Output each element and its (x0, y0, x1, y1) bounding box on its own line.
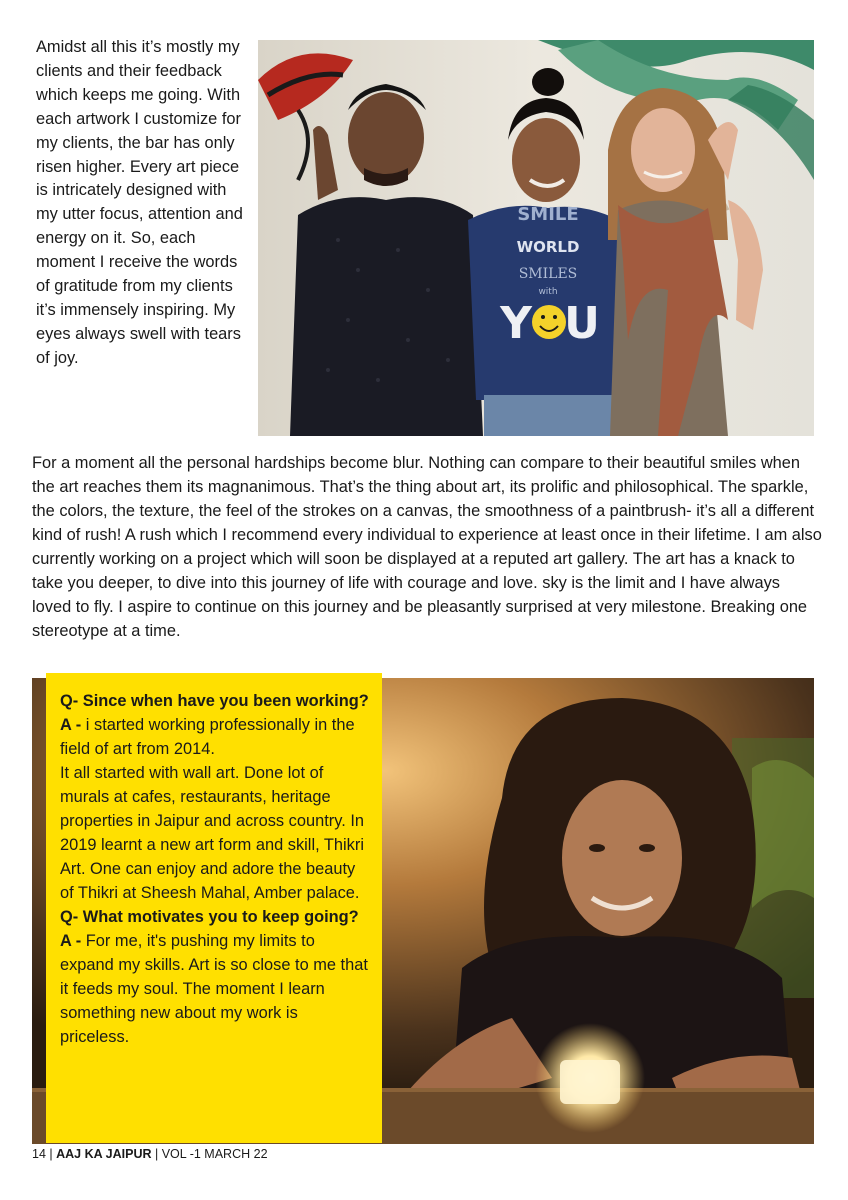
page-footer (32, 1144, 268, 1164)
footer-separator-1: | (45, 1147, 57, 1161)
group-photo (258, 40, 814, 436)
shirt-text-u: U (564, 298, 600, 349)
answer-1-extra: It all started with wall art. Done lot of murals at cafes, restaurants, heritage properties in Jaipur and across country. In 2019 learnt a new art form and skill, Thikri Art. One can enjoy and adore the beauty of Thikri at Sheesh Mahal, Amber palace. (60, 764, 364, 902)
answer-1-label: A - (60, 716, 86, 734)
answer-1-text: i started working professionally in the field of art from 2014. (60, 716, 355, 758)
shirt-text-with: with (538, 287, 558, 297)
shirt-text-y: Y (500, 298, 532, 349)
publication-name: AAJ KA JAIPUR (56, 1147, 152, 1161)
answer-2-text: For me, it's pushing my limits to expand my skills. Art is so close to me that it feeds my soul. The moment I learn something new about my work is priceless. (60, 932, 368, 1046)
question-2: Q- What motivates you to keep going? (60, 908, 359, 926)
qa-box (46, 673, 382, 1143)
shirt-text-smiles: SMILES (518, 266, 578, 282)
shirt-text-world: WORLD (516, 238, 580, 256)
body-paragraph: For a moment all the personal hardships become blur. Nothing can compare to their beautiful smiles when the art reaches them its magnanimous. That’s the thing about art, its prolific and philosophical. The sparkle, the colors, the texture, the feel of the strokes on a canvas, the smoothness of a paintbrush- it’s all a different kind of rush! A rush which I recommend every individual to experience at least once in their lifetime. I am also currently working on a project which will soon be displayed at a reputed art gallery. The art has a knack to take you deeper, to dive into this journey of life with courage and love. sky is the limit and I have always loved to fly. I aspire to continue on this journey and be pleasantly surprised at very milestone. Breaking one stereotype at a time. (32, 454, 822, 640)
answer-2-label: A - (60, 932, 86, 950)
page-number: 14 (32, 1147, 46, 1161)
smiley-icon (532, 305, 566, 339)
answer-1 (60, 713, 370, 761)
shirt-text-smile: SMILE (517, 204, 579, 225)
intro-paragraph: Amidst all this it’s mostly my clients and their feedback which keeps me going. With each artwork I customize for my clients, the bar has only risen higher. Every art piece is intricately designed with my utter focus, attention and energy on it. So, each moment I receive the words of gratitude from my clients it’s immensely inspiring. My eyes always swell with tears of joy. (36, 38, 243, 367)
answer-2 (60, 929, 370, 1049)
footer-separator-2: | (151, 1147, 162, 1161)
question-1: Q- Since when have you been working? (60, 692, 369, 710)
issue-info: VOL -1 MARCH 22 (161, 1147, 268, 1161)
